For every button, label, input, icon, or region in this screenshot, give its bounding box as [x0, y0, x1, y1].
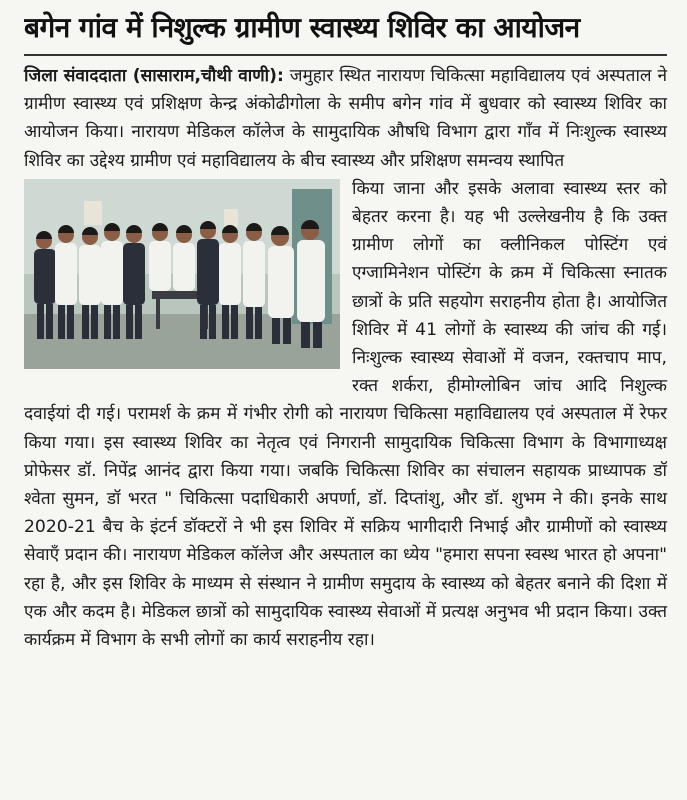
group-photo [24, 179, 340, 369]
dateline: जिला संवाददाता (सासाराम,चौथी वाणी): [24, 66, 284, 86]
lead-paragraph [24, 62, 667, 175]
lead-text: जमुहार स्थित नारायण चिकित्सा महाविद्यालय एवं अस्पताल ने ग्रामीण स्वास्थ्य एवं प्रशिक्षण केन्द्र अंकोढीगोला के समीप बगेन गांव में बुधवार को स्वास्थ्य शिविर का आयोजन किया। नारायण मेडिकल कॉलेज के सामुदायिक औषधि विभाग द्वारा गाँव में निःशुल्क स्वास्थ्य शिविर का उद्देश्य ग्रामीण एवं महाविद्यालय के बीच स्वास्थ्य और प्रशिक्षण समन्वय स्थापित [24, 66, 667, 171]
headline: बगेन गांव में निशुल्क ग्रामीण स्वास्थ्य शिविर का आयोजन [24, 11, 580, 44]
photo-poster [84, 201, 102, 225]
body-paragraph: किया जाना और इसके अलावा स्वास्थ्य स्तर को बेहतर करना है। यह भी उल्लेखनीय है कि उक्त ग्रामीण लोगों का क्लीनिकल पोस्टिंग एवं एग्जामिनेशन पोस्टिंग के क्रम में चिकित्सा स्नातक छात्रों के प्रति सहयोग सराहनीय होता है। आयोजित शिविर में 41 लोगों के स्वास्थ्य की जांच की गई। निःशुल्क स्वास्थ्य सेवाओं में वजन, रक्तचाप माप, रक्त शर्करा, हीमोग्लोबिन जांच आदि निशुल्क दवाईयां दी गई। परामर्श के क्रम में गंभीर रोगी को नारायण चिकित्सा महाविद्यालय एवं अस्पताल में रेफर किया गया। इस स्वास्थ्य शिविर का नेतृत्व एवं निगरानी सामुदायिक चिकित्सा विभाग के विभागाध्यक्ष प्रोफेसर डॉ. निपेंद्र आनंद द्वारा किया गया। जबकि चिकित्सा शिविर का संचालन सहायक प्राध्यापक डॉ श्वेता सुमन, डॉ भरत " चिकित्सा पदाधिकारी अपर्णा, डॉ. दिप्तांशु, और डॉ. शुभम ने की। इनके साथ 2020-21 बैच के इंटर्न डॉक्टरों ने भी इस शिविर में सक्रिय भागीदारी निभाई और ग्रामीणों को स्वास्थ्य सेवाएँ प्रदान की। नारायण मेडिकल कॉलेज और अस्पताल का ध्येय "हमारा सपना स्वस्थ भारत हो अपना" रहा है, और इस शिविर के माध्यम से संस्थान ने ग्रामीण समुदाय के स्वास्थ्य को बेहतर बनाने की दिशा में एक और कदम है। मेडिकल छात्रों को सामुदायिक स्वास्थ्य सेवाओं में प्रत्यक्ष अनुभव भी प्रदान किया। उक्त कार्यक्रम में विभाग के सभी लोगों का कार्य सराहनीय रहा। [24, 178, 667, 651]
group-photo-icon [24, 179, 340, 369]
photo-poster [224, 209, 238, 227]
photo-table-leg [156, 299, 160, 329]
article-body [24, 62, 667, 654]
headline-divider [24, 54, 667, 56]
